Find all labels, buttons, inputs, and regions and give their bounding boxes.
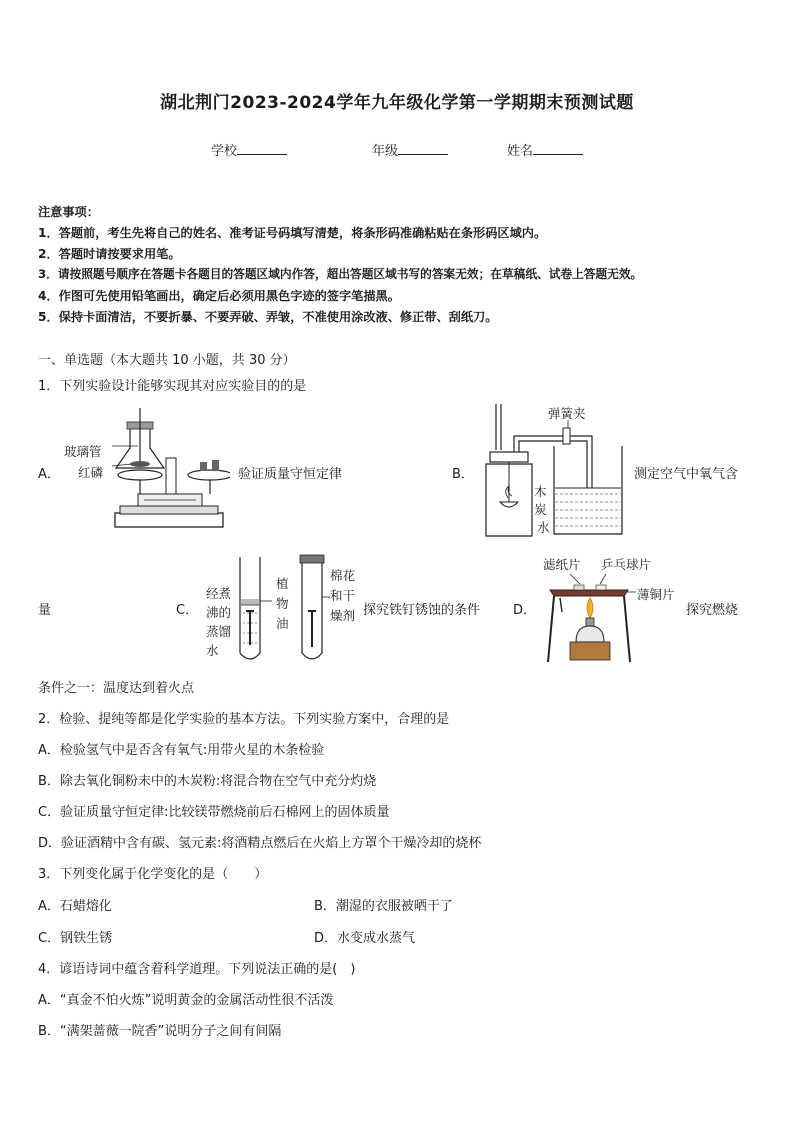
q1-option-d-text: 探究燃烧 — [686, 603, 739, 618]
q2-option-d: D．验证酒精中含有碳、氢元素:将酒精点燃后在火焰上方罩个干燥冷却的烧杯 — [38, 836, 482, 851]
note-item: 5．保持卡面清洁，不要折暴、不要弄破、弄皱，不准使用涂改液、修正带、刮纸刀。 — [38, 310, 498, 324]
name-field — [507, 140, 583, 159]
q4-option-a: A．“真金不怕火炼”说明黄金的金属活动性很不活泼 — [38, 993, 334, 1008]
school-field — [211, 140, 287, 159]
q3-option-d: D．水变成水蒸气 — [314, 931, 416, 946]
q3-option-c: C．钢铁生锈 — [38, 931, 113, 946]
q1-option-b-letter: B． — [452, 467, 474, 482]
page-title: 湖北荆门2023-2024学年九年级化学第一学期期末预测试题 — [160, 93, 634, 113]
label-plant-oil: 植 — [276, 576, 289, 591]
q1-option-d-letter: D． — [513, 603, 537, 618]
q1-stem: 1．下列实验设计能够实现其对应实验目的的是 — [38, 379, 307, 394]
label-spring-clamp: 弹簧夹 — [548, 406, 586, 421]
notes-heading: 注意事项： — [38, 205, 99, 219]
label-copper-plate: 薄铜片 — [637, 587, 675, 602]
label-plant-oil: 物 — [276, 596, 289, 611]
q2-stem: 2．检验、提纯等都是化学实验的基本方法。下列实验方案中，合理的是 — [38, 712, 450, 727]
label-plant-oil: 油 — [276, 616, 289, 631]
label-charcoal-1: 木 — [534, 484, 547, 499]
q1-option-c-letter: C． — [176, 603, 199, 618]
q1-option-c-text: 探究铁钉锈蚀的条件 — [363, 603, 481, 618]
combustion-tripod-figure — [540, 572, 640, 664]
q1-option-a-letter: A． — [38, 467, 60, 482]
label-cotton-desiccant: 燥剂 — [330, 608, 356, 623]
name-blank — [533, 142, 583, 155]
grade-label: 年级 — [372, 144, 399, 159]
q4-stem: 4．谚语诗词中蕴含着科学道理。下列说法正确的是( ) — [38, 962, 356, 977]
label-red-phosphorus: 红磷 — [78, 465, 104, 480]
label-cotton-desiccant: 和干 — [330, 588, 356, 603]
q4-option-b: B．“满架蔷薇一院香”说明分子之间有间隔 — [38, 1024, 282, 1039]
school-blank — [237, 142, 287, 155]
q1-option-b-text: 测定空气中氧气含 — [634, 467, 739, 482]
label-filter-paper: 滤纸片 — [543, 557, 581, 572]
label-boiled-water: 蒸馏 — [206, 624, 232, 639]
q3-stem: 3．下列变化属于化学变化的是（ ） — [38, 867, 268, 882]
oxygen-measurement-figure — [476, 402, 626, 542]
note-item: 2．答题时请按要求用笔。 — [38, 247, 181, 261]
q1-option-a-text: 验证质量守恒定律 — [238, 467, 343, 482]
q2-option-c: C．验证质量守恒定律:比较镁带燃烧前后石棉网上的固体质量 — [38, 805, 390, 820]
label-boiled-water: 水 — [206, 643, 219, 658]
q3-option-a: A．石蜡熔化 — [38, 899, 112, 914]
label-boiled-water: 沸的 — [206, 605, 232, 620]
q1-option-d-text-cont: 条件之一：温度达到着火点 — [38, 681, 195, 696]
label-charcoal-2: 炭 — [534, 502, 547, 517]
note-item: 3．请按照题号顺序在答题卡各题目的答题区域内作答，超出答题区域书写的答案无效；在草稿纸、试卷上答题无效。 — [38, 267, 643, 281]
grade-field — [372, 140, 448, 159]
label-water: 水 — [537, 520, 550, 535]
section-heading: 一、单选题（本大题共 10 小题，共 30 分） — [38, 353, 296, 368]
q1-option-b-text-cont: 量 — [38, 603, 52, 618]
label-pingpong-piece: 乒乓球片 — [601, 557, 652, 572]
label-cotton-desiccant: 棉花 — [330, 568, 356, 583]
q3-option-b: B．潮湿的衣服被晒干了 — [314, 899, 453, 914]
school-label: 学校 — [211, 144, 238, 159]
label-glass-tube: 玻璃管 — [64, 444, 102, 459]
q2-option-b: B．除去氧化铜粉末中的木炭粉:将混合物在空气中充分灼烧 — [38, 774, 377, 789]
label-boiled-water: 经煮 — [206, 586, 232, 601]
grade-blank — [398, 142, 448, 155]
q2-option-a: A．检验氢气中是否含有氧气:用带火星的木条检验 — [38, 743, 325, 758]
note-item: 1．答题前，考生先将自己的姓名、准考证号码填写清楚，将条形码准确粘贴在条形码区域内。 — [38, 226, 547, 240]
name-label: 姓名 — [507, 144, 534, 159]
note-item: 4．作图可先使用铅笔画出，确定后必须用黑色字迹的签字笔描黑。 — [38, 289, 400, 303]
